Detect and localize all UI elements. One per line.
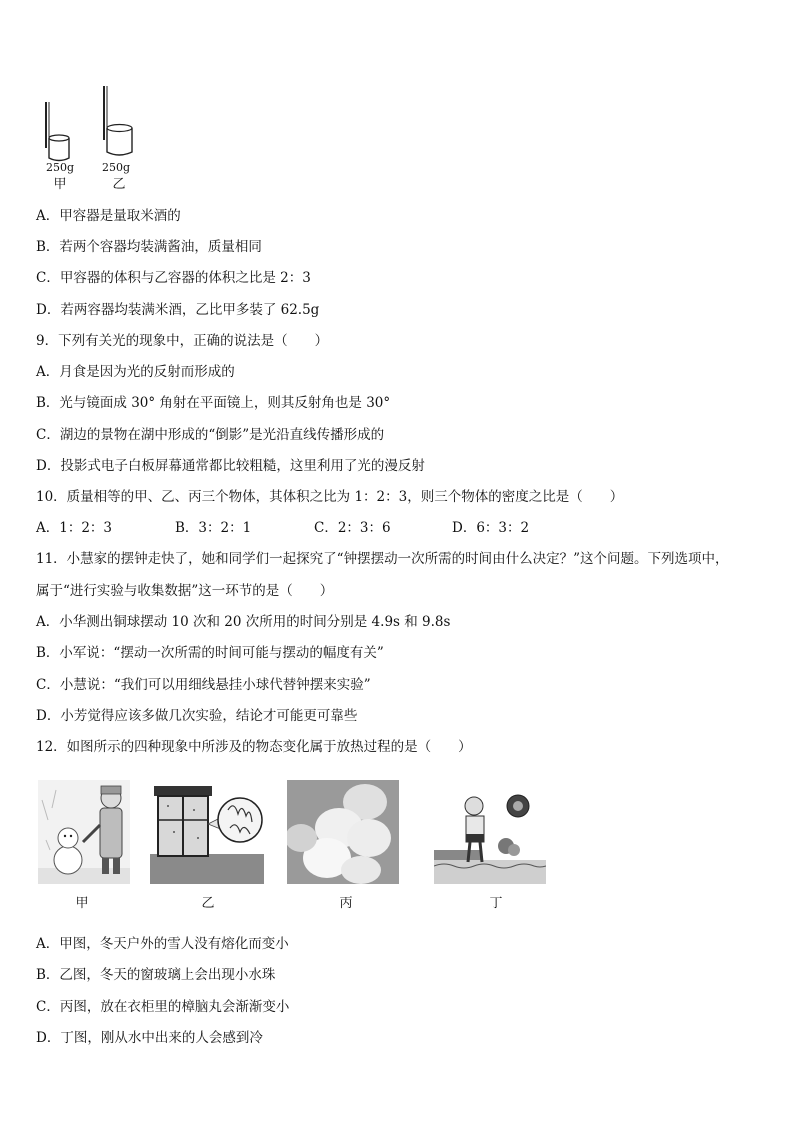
q12-image-label-yi: 乙 — [201, 896, 215, 911]
q11-stem-line2: 属于“进行实验与收集数据”这一环节的是（ ） — [36, 583, 334, 599]
q11-option-c: C．小慧说：“我们可以用细线悬挂小球代替钟摆来实验” — [36, 677, 371, 693]
q12-image-label-jia: 甲 — [75, 896, 89, 911]
q8-option-b: B．若两个容器均装满酱油，质量相同 — [36, 239, 262, 255]
q12-option-a: A．甲图，冬天户外的雪人没有熔化而变小 — [36, 936, 289, 952]
q12-image-label-bing: 丙 — [339, 896, 353, 911]
q10-stem: 10．质量相等的甲、乙、丙三个物体，其体积之比为 1：2：3，则三个物体的密度之比是（ ） — [36, 489, 624, 505]
q9-option-c: C．湖边的景物在湖中形成的“倒影”是光沿直线传播形成的 — [36, 427, 385, 443]
container-yi-mass: 250g — [101, 161, 131, 174]
q8-option-c: C．甲容器的体积与乙容器的体积之比是 2：3 — [36, 270, 311, 286]
q10-option-d: D．6：3：2 — [452, 520, 530, 536]
q12-option-c: C．丙图，放在衣柜里的樟脑丸会渐渐变小 — [36, 999, 290, 1015]
q12-image-ding — [434, 780, 546, 884]
q8-option-d: D．若两容器均装满米酒，乙比甲多装了 62.5g — [36, 302, 320, 318]
q9-option-b: B．光与镜面成 30° 角射在平面镜上，则其反射角也是 30° — [36, 395, 391, 411]
container-yi-label: 乙 — [112, 177, 126, 192]
q12-image-label-ding: 丁 — [489, 896, 503, 911]
q10-option-a: A．1：2：3 — [36, 520, 113, 536]
q12-option-b: B．乙图，冬天的窗玻璃上会出现小水珠 — [36, 967, 276, 983]
mothballs-illustration — [287, 780, 399, 884]
q9-option-d: D．投影式电子白板屏幕通常都比较粗糙，这里利用了光的漫反射 — [36, 458, 425, 474]
swimmer-illustration — [434, 780, 546, 884]
snowman-illustration — [38, 780, 130, 884]
q12-stem: 12．如图所示的四种现象中所涉及的物态变化属于放热过程的是（ ） — [36, 739, 472, 755]
container-jia-label: 甲 — [53, 177, 67, 192]
q12-image-jia — [38, 780, 130, 884]
container-jia — [46, 102, 69, 161]
q10-option-c: C．2：3：6 — [314, 520, 391, 536]
q12-option-d: D．丁图，刚从水中出来的人会感到冷 — [36, 1030, 263, 1046]
container-yi — [104, 86, 132, 155]
q11-option-a: A．小华测出铜球摆动 10 次和 20 次所用的时间分别是 4.9s 和 9.8s — [36, 614, 451, 630]
window-droplets-illustration — [150, 780, 264, 884]
q12-image-bing — [287, 780, 399, 884]
q11-option-d: D．小芳觉得应该多做几次实验，结论才可能更可靠些 — [36, 708, 358, 724]
q12-image-yi — [150, 780, 264, 884]
q11-stem-line1: 11．小慧家的摆钟走快了，她和同学们一起探究了“钟摆摆动一次所需的时间由什么决定？”这个问题。下列选项中， — [36, 551, 729, 567]
q8-option-a: A．甲容器是量取米酒的 — [36, 208, 181, 224]
q11-option-b: B．小军说：“摆动一次所需的时间可能与摆动的幅度有关” — [36, 645, 384, 661]
container-jia-mass: 250g — [45, 161, 75, 174]
q9-stem: 9．下列有关光的现象中，正确的说法是（ ） — [36, 333, 329, 349]
q10-option-b: B．3：2：1 — [175, 520, 252, 536]
q9-option-a: A．月食是因为光的反射而形成的 — [36, 364, 235, 380]
